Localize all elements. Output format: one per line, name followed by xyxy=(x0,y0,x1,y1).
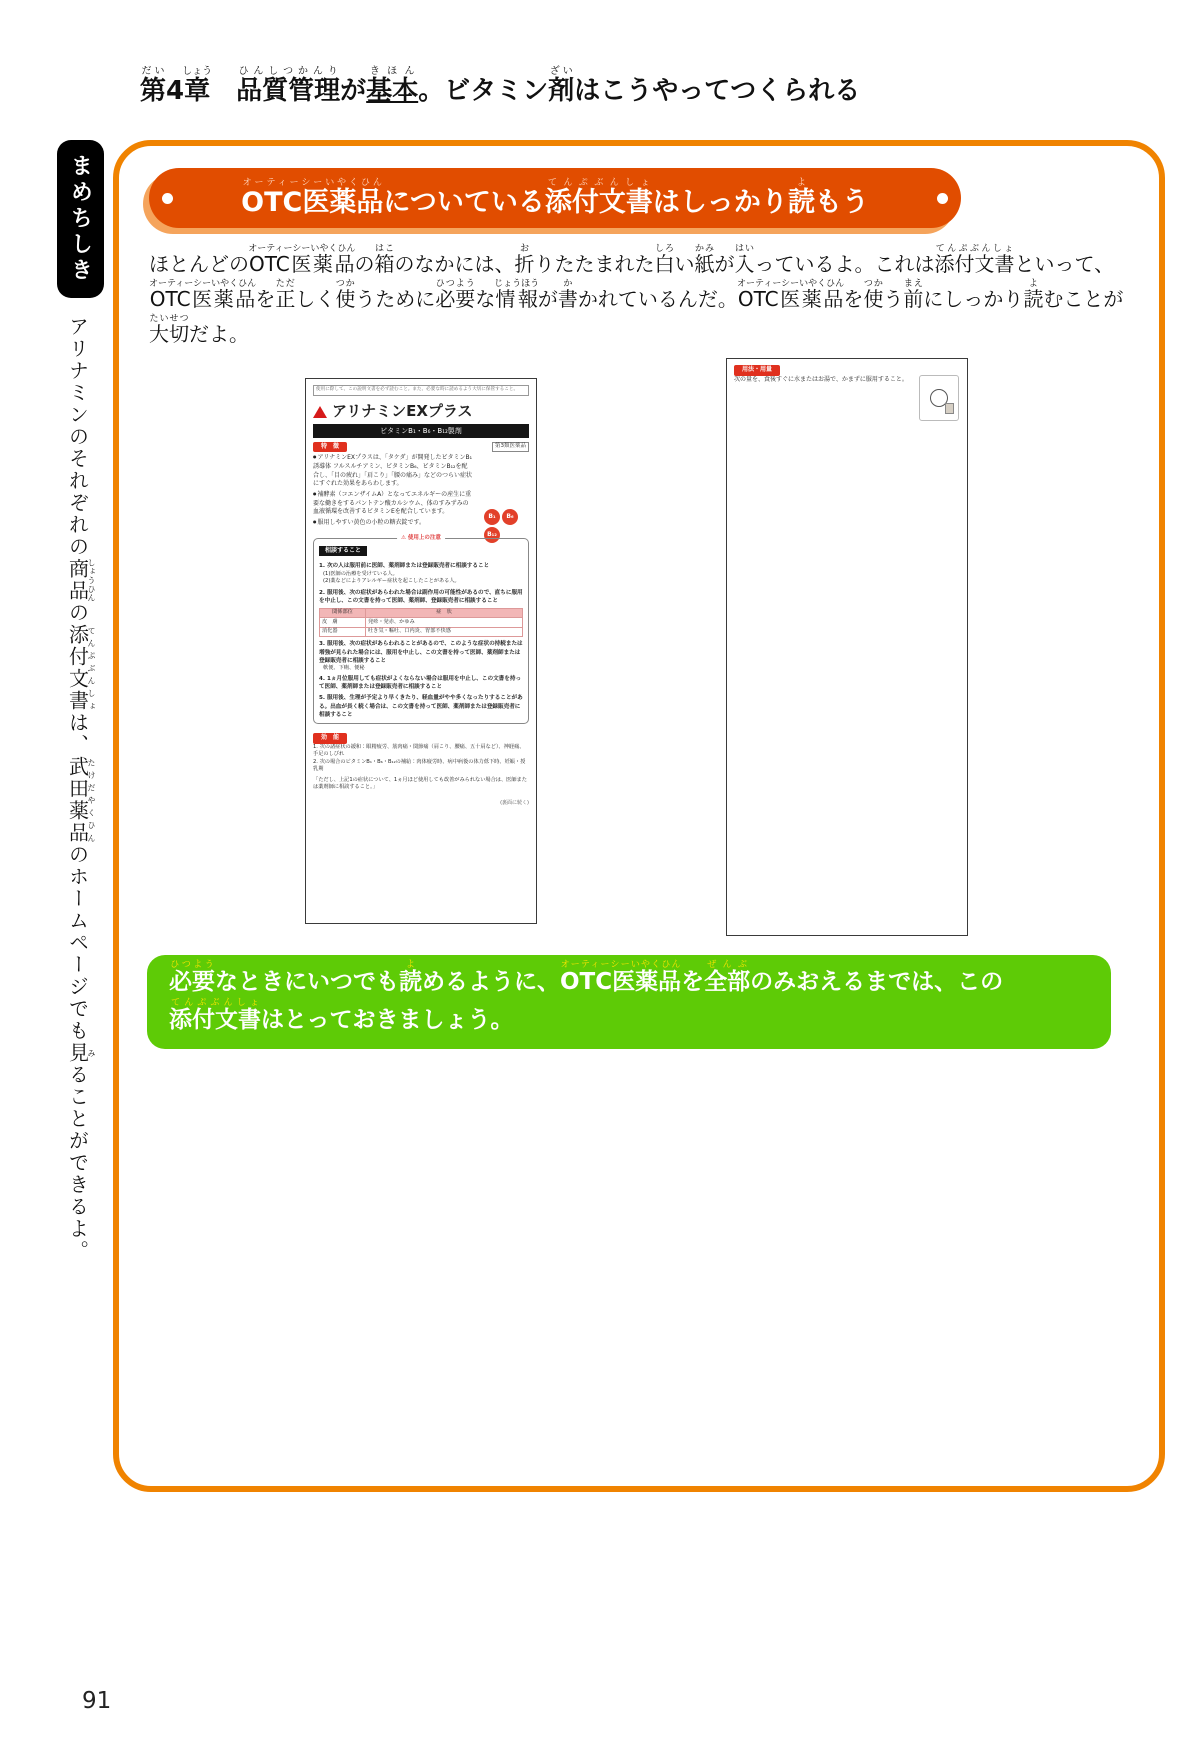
advice-callout: 必要ひつようなときにいつでも読よめるように、OTC医薬品オーティーシーいやくひんを全部ぜんぶのみおえるまでは、この添付文書てんぷぶんしょはとっておきましょう。 xyxy=(147,955,1111,1049)
sidebar-badge: まめちしき xyxy=(57,140,104,298)
section-banner xyxy=(149,168,961,228)
continue-note: (裏面に続く) xyxy=(500,799,529,806)
efficacy-item: 1. 次の諸症状の緩和：眼精疲労、筋肉痛・関節痛（肩こり、腰痛、五十肩など）、神経痛、手足のしびれ xyxy=(313,743,525,758)
consult-item: 4. 1ヵ月位服用しても症状がよくならない場合は服用を中止し、この文書を持って医師、薬剤師または登録販売者に相談すること xyxy=(319,676,522,691)
efficacy-note: 「ただし、上記1の症状について、1ヵ月ほど使用しても改善がみられない場合は、医師または薬剤師に相談すること。」 xyxy=(313,776,527,791)
package-insert-front xyxy=(305,378,537,924)
consult-item: 1. 次の人は服用前に医師、薬剤師または登録販売者に相談すること (1)医師の治療を受けている人。 (2)薬などによりアレルギー症状を起こしたことがある人。 xyxy=(319,562,523,585)
consult-item: 2. 服用後、次の症状があらわれた場合は副作用の可能性があるので、直ちに服用を中止し、この文書を持って医師、薬剤師、登録販売者に相談すること xyxy=(319,589,523,604)
consult-sub: (1)医師の治療を受けている人。 xyxy=(323,570,398,577)
dosage-intro: 次の量を、食後すぐに水またはお湯で、かまずに服用すること。 xyxy=(734,375,908,383)
banner-dot-icon xyxy=(162,193,173,204)
symptom-table-header: 関係部位 xyxy=(320,608,366,618)
sidebar xyxy=(52,140,108,1336)
symptom-table-cell: 吐き気・嘔吐、口内炎、胃部不快感 xyxy=(365,627,522,637)
insert-notice: 使用に際して、この説明文書を必ず読むこと。また、必要な時に読めるよう大切に保管すること。 xyxy=(313,385,529,396)
product-title: アリナミンEXプラス xyxy=(332,401,473,420)
vitamin-bubble-icon: B₁ xyxy=(484,509,500,525)
symptom-table-row xyxy=(320,618,523,628)
intro-paragraph: ほとんどのOTC医薬品オーティーシーいやくひんの箱はこのなかには、折おりたたまれた白しろい紙かみが入はいっているよ。これは添付文書てんぷぶんしょといって、OTC医薬品オーティーシーいやくひんを正ただしく使つかうために必要ひつような情報じょうほうが書かかれているんだ。OTC医薬品オーティーシーいやくひんを使つかう前まえにしっかり読よむことが大切たいせつだよ。 xyxy=(149,244,1124,346)
feature-list xyxy=(313,454,473,528)
product-subtitle: ビタミンB₁・B₆・B₁₂製剤 xyxy=(313,424,529,437)
efficacy-section-badge: 効 能 xyxy=(313,733,347,744)
vitamin-bubble-icon: B₆ xyxy=(502,509,518,525)
caution-title: ⚠ 使用上の注意 xyxy=(397,535,445,543)
feature-item: ● アリナミンEXプラスは、「タケダ」が開発したビタミンB₁誘導体 フルスルチアミン、ビタミンB₆、ビタミンB₁₂を配合し、「目の疲れ」「肩こり」「腰の痛み」などのつらい症状にすぐれた効果をあらわします。 xyxy=(313,454,473,489)
dosage-section-badge: 用法・用量 xyxy=(734,365,780,376)
cup-icon xyxy=(945,403,954,414)
package-insert-back xyxy=(726,358,968,936)
drug-class-label: 第3類医薬品 xyxy=(492,442,529,452)
package-insert-figures xyxy=(147,356,1131,941)
brand-row xyxy=(313,401,529,423)
consult-item: 3. 服用後、次の症状があらわれることがあるので、このような症状の持続または増強が見られた場合には、服用を中止し、この文書を持って医師、薬剤師または登録販売者に相談すること 軟便、下痢、便秘 xyxy=(319,641,523,671)
page-number: 91 xyxy=(82,1688,112,1714)
feature-item: ● 服用しやすい黄色の小粒の糖衣錠です。 xyxy=(313,519,473,528)
consult-badge: 相談すること xyxy=(319,546,367,557)
main-feature-box xyxy=(113,140,1165,1492)
drinking-person-illustration xyxy=(919,375,959,421)
symptom-table-header: 症 状 xyxy=(365,608,522,618)
banner-dot-icon xyxy=(937,193,948,204)
symptom-table xyxy=(319,608,523,638)
symptom-table-cell: 発疹・発赤、かゆみ xyxy=(365,618,522,628)
feature-section-badge: 特 徴 xyxy=(313,442,347,453)
consult-sub: (2)薬などによりアレルギー症状を起こしたことがある人。 xyxy=(323,578,460,585)
consult-sub: 軟便、下痢、便秘 xyxy=(323,664,365,671)
takeda-logo-icon xyxy=(313,406,327,418)
efficacy-item: 2. 次の場合のビタミンB₁・B₆・B₁₂の補給：肉体疲労時、病中病後の体力低下時、妊娠・授乳期 xyxy=(313,758,526,773)
symptom-table-cell: 皮 膚 xyxy=(320,618,366,628)
banner-title: OTC医薬品オーティーシーいやくひんについている添付文書てんぷぶんしょはしっかり読よもう xyxy=(241,177,869,218)
sidebar-note: アリナミンのそれぞれの商品しょうひんの添付文書てんぷぶんしょは、武田薬品たけだやくひんのホームページでも見みることができるよ。 xyxy=(65,316,96,1262)
badge-row xyxy=(313,442,529,453)
efficacy-section xyxy=(313,733,529,792)
feature-item: ● 補酵素（コエンザイムA）となってエネルギーの産生に重要な働きをするパントテン酸カルシウム、体のすみずみの血液循環を改善するビタミンEを配合しています。 xyxy=(313,491,473,517)
vitamin-bubble-icon: B₁₂ xyxy=(484,527,500,543)
chapter-heading: 第だい4章しょう 品質管理ひんしつかんりが基本きほん。ビタミン剤ざいはこうやってつくられる xyxy=(140,66,861,106)
symptom-table-row xyxy=(320,627,523,637)
symptom-table-cell: 消化器 xyxy=(320,627,366,637)
consult-item: 5. 服用後、生理が予定より早くきたり、経血量がやや多くなったりすることがある。出血が長く続く場合は、この文書を持って医師、薬剤師または登録販売者に相談すること xyxy=(319,695,523,718)
